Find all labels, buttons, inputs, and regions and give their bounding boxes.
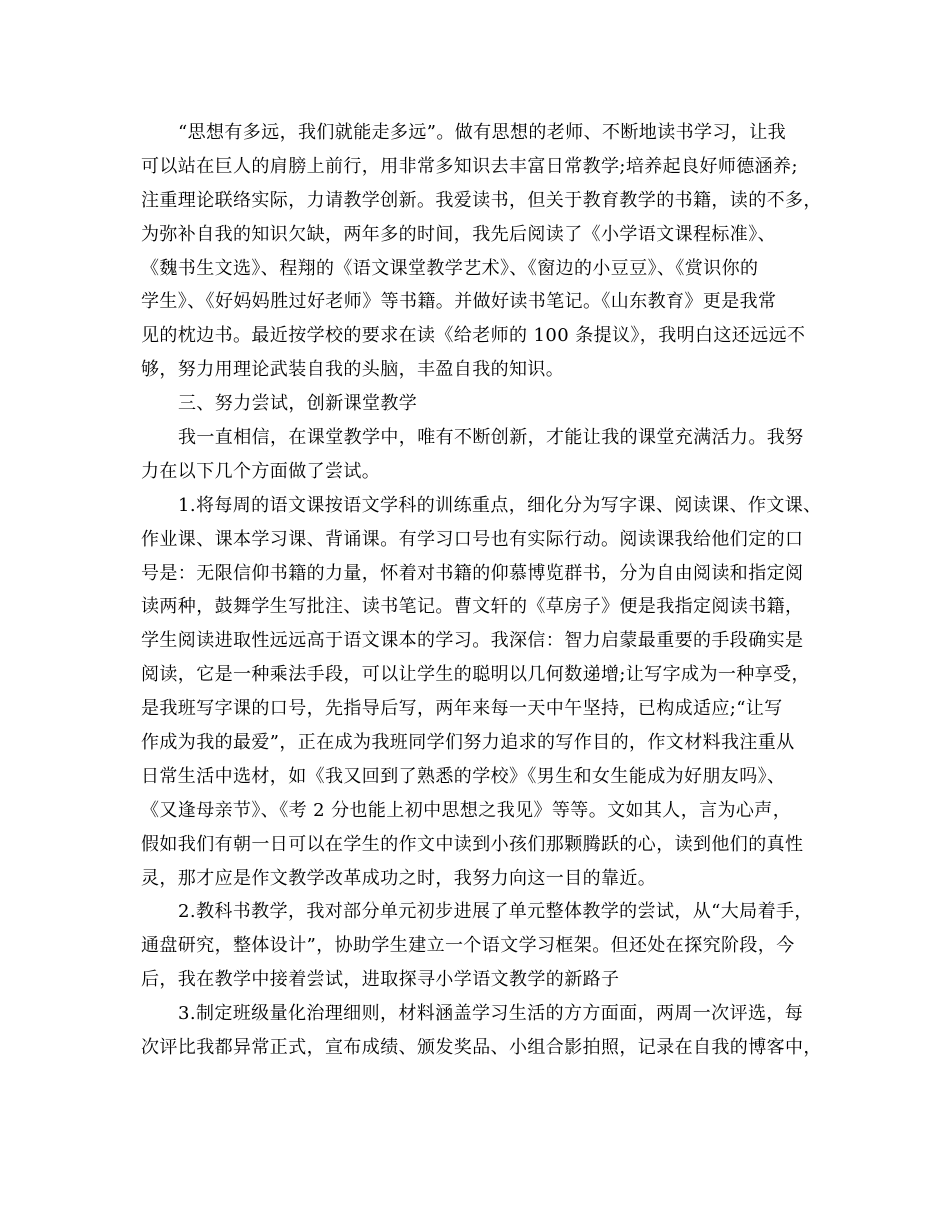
text-line: 可以站在巨人的肩膀上前行，用非常多知识去丰富日常教学;培养起良好师德涵养; bbox=[141, 155, 798, 177]
text-line: 《魏书生文选》、程翔的《语文课堂教学艺术》、《窗边的小豆豆》、《赏识你的 bbox=[141, 257, 759, 279]
text-line: 力在以下几个方面做了尝试。 bbox=[141, 460, 381, 482]
text-line: 作成为我的最爱”，正在成为我班同学们努力追求的写作目的，作文材料我注重从 bbox=[141, 732, 795, 754]
text-line: 次评比我都异常正式，宣布成绩、颁发奖品、小组合影拍照，记录在自我的博客中， bbox=[141, 1037, 822, 1059]
paragraph-intro bbox=[141, 421, 821, 489]
text-line: 号是：无限信仰书籍的力量，怀着对书籍的仰慕博览群书，分为自由阅读和指定阅 bbox=[141, 562, 804, 584]
text-line: 为弥补自我的知识欠缺，两年多的时间，我先后阅读了《小学语文课程标准》、 bbox=[141, 223, 776, 245]
text-line: 2.教科书教学，我对部分单元初步进展了单元整体教学的尝试，从“大局着手， bbox=[178, 901, 813, 923]
text-line: 够，努力用理论武装自我的头脑，丰盈自我的知识。 bbox=[141, 359, 565, 381]
text-line: 《又逢母亲节》、《考 2 分也能上初中思想之我见》等等。文如其人，言为心声， bbox=[141, 799, 792, 821]
text-line: 读两种，鼓舞学生写批注、读书笔记。曹文轩的《草房子》便是我指定阅读书籍， bbox=[141, 596, 804, 618]
text-line: 注重理论联络实际，力请教学创新。我爱读书，但关于教育教学的书籍，读的不多， bbox=[141, 189, 822, 211]
text-line: 见的枕边书。最近按学校的要求在读《给老师的 100 条提议》，我明白这还远远不 bbox=[141, 325, 806, 347]
text-line: 3.制定班级量化治理细则，材料涵盖学习生活的方方面面，两周一次评选，每 bbox=[178, 1003, 804, 1025]
text-line: 日常生活中选材，如《我又回到了熟悉的学校》《男生和女生能成为好朋友吗》、 bbox=[141, 765, 786, 787]
text-line: 通盘研究，整体设计”，协助学生建立一个语文学习框架。但还处在探究阶段，今 bbox=[141, 935, 795, 957]
text-line: 阅读，它是一种乘法手段，可以让学生的聪明以几何数递增;让写字成为一种享受， bbox=[141, 664, 810, 686]
paragraph-item-1 bbox=[141, 489, 821, 896]
text-line: 我一直相信，在课堂教学中，唯有不断创新，才能让我的课堂充满活力。我努 bbox=[178, 427, 804, 449]
text-line: 1.将每周的语文课按语文学科的训练重点，细化分为写字课、阅读课、作文课、 bbox=[178, 494, 822, 516]
text-line: 学生阅读进取性远远高于语文课本的学习。我深信：智力启蒙最重要的手段确实是 bbox=[141, 630, 804, 652]
text-line: 作业课、课本学习课、背诵课。有学习口号也有实际行动。阅读课我给他们定的口 bbox=[141, 528, 804, 550]
text-line: “思想有多远，我们就能走多远”。做有思想的老师、不断地读书学习，让我 bbox=[178, 122, 787, 143]
paragraph-reading-books bbox=[141, 116, 821, 387]
paragraph-item-3 bbox=[141, 997, 821, 1065]
text-line: 是我班写字课的口号，先指导后写，两年来每一天中午坚持，已构成适应;“让写 bbox=[141, 698, 783, 720]
document-body bbox=[141, 116, 821, 1065]
section-heading-3 bbox=[141, 387, 821, 421]
text-line: 学生》、《好妈妈胜过好老师》等书籍。并做好读书笔记。《山东教育》更是我常 bbox=[141, 291, 777, 313]
text-line: 后，我在教学中接着尝试，进取探寻小学语文教学的新路子 bbox=[141, 969, 620, 991]
section-heading-text: 三、努力尝试，创新课堂教学 bbox=[178, 393, 418, 415]
text-line: 假如我们有朝一日可以在学生的作文中读到小孩们那颗腾跃的心，读到他们的真性 bbox=[141, 833, 804, 855]
text-line: 灵，那才应是作文教学改革成功之时，我努力向这一目的靠近。 bbox=[141, 867, 657, 889]
paragraph-item-2 bbox=[141, 895, 821, 997]
